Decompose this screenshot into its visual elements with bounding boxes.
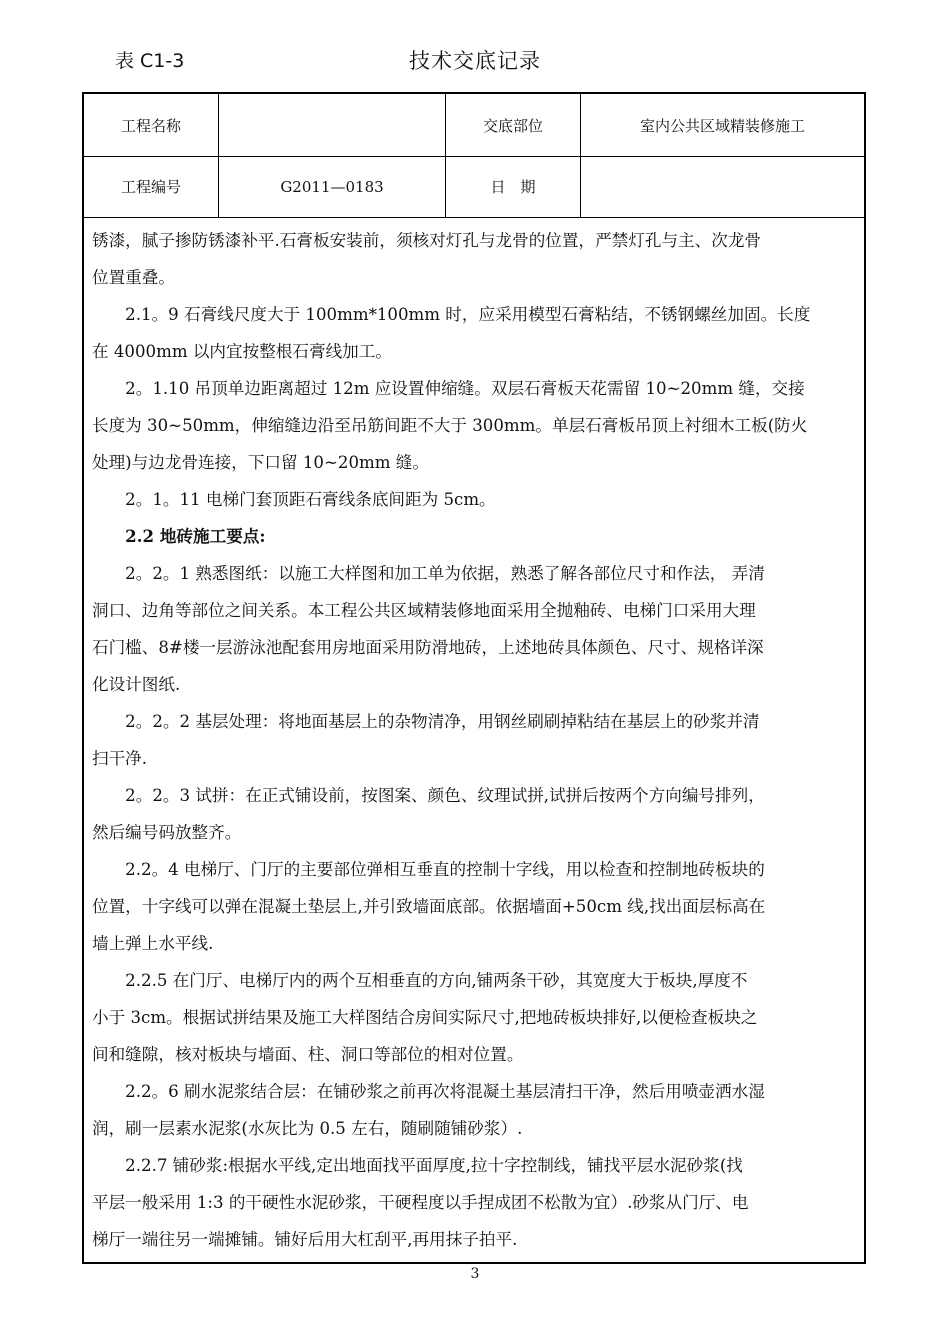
document-title: 技术交底记录 [409, 49, 541, 73]
body-line: 2.2。6 刷水泥浆结合层：在铺砂浆之前再次将混凝土基层清扫干净，然后用喷壶洒水湿 [92, 1082, 765, 1101]
date-label: 日 期 [446, 156, 581, 217]
location-value: 室内公共区域精装修施工 [639, 116, 805, 135]
info-row-number [84, 156, 864, 218]
document-body [92, 222, 858, 1258]
section-heading: 2.2 地砖施工要点: [92, 526, 266, 546]
project-name-label: 工程名称 [84, 94, 219, 156]
body-line: 2.1。9 石膏线尺度大于 100mm*100mm 时，应采用模型石膏粘结，不锈钢螺丝加固。长度 [92, 305, 811, 324]
body-line: 2。2。3 试拼：在正式铺设前，按图案、颜色、纹理试拼,试拼后按两个方向编号排列， [92, 786, 765, 805]
project-no-label: 工程编号 [84, 156, 219, 217]
body-line: 2。1.10 吊顶单边距离超过 12m 应设置伸缩缝。双层石膏板天花需留 10~20mm 缝，交接 [92, 379, 805, 398]
body-line: 润，刷一层素水泥浆(水灰比为 0.5 左右，随刷随铺砂浆）. [92, 1119, 523, 1138]
body-line: 2。2。1 熟悉图纸：以施工大样图和加工单为依据，熟悉了解各部位尺寸和作法， 弄清 [92, 564, 765, 583]
body-line: 位置重叠。 [92, 268, 175, 287]
body-line: 然后编号码放整齐。 [92, 823, 242, 842]
body-line: 在 4000mm 以内宜按整根石膏线加工。 [92, 342, 392, 361]
document-frame [82, 92, 866, 1264]
body-line: 2。1。11 电梯门套顶距石膏线条底间距为 5cm。 [92, 490, 496, 509]
body-line: 平层一般采用 1:3 的干硬性水泥砂浆，干硬程度以手捏成团不松散为宜）.砂浆从门厅、电 [92, 1193, 749, 1212]
body-line: 小于 3cm。根据试拼结果及施工大样图结合房间实际尺寸,把地砖板块排好,以便检查板块之 [92, 1008, 758, 1027]
body-line: 梯厅一端往另一端摊铺。铺好后用大杠刮平,再用抹子拍平. [92, 1230, 518, 1249]
body-line: 位置，十字线可以弹在混凝土垫层上,并引致墙面底部。依据墙面+50cm 线,找出面层标高在 [92, 897, 766, 916]
body-line: 锈漆，腻子掺防锈漆补平.石膏板安装前，须核对灯孔与龙骨的位置，严禁灯孔与主、次龙骨 [92, 231, 762, 250]
body-line: 洞口、边角等部位之间关系。本工程公共区域精装修地面采用全抛釉砖、电梯门口采用大理 [92, 601, 756, 620]
body-line: 2。2。2 基层处理：将地面基层上的杂物清净，用钢丝刷刷掉粘结在基层上的砂浆并清 [92, 712, 760, 731]
location-label: 交底部位 [446, 94, 581, 156]
body-line: 扫干净. [92, 749, 148, 768]
body-line: 2.2.7 铺砂浆:根据水平线,定出地面找平面厚度,拉十字控制线，铺找平层水泥砂浆(找 [92, 1156, 743, 1175]
date-value [581, 156, 864, 217]
body-line: 处理)与边龙骨连接，下口留 10~20mm 缝。 [92, 453, 429, 472]
project-name-value [219, 94, 446, 156]
body-line: 间和缝隙，核对板块与墙面、柱、洞口等部位的相对位置。 [92, 1045, 524, 1064]
form-code: 表 C1-3 [115, 50, 185, 72]
body-line: 2.2。4 电梯厅、门厅的主要部位弹相互垂直的控制十字线，用以检查和控制地砖板块的 [92, 860, 765, 879]
body-line: 墙上弹上水平线. [92, 934, 214, 953]
page-number: 3 [470, 1266, 480, 1282]
body-line: 化设计图纸. [92, 675, 181, 694]
info-row-project [84, 94, 864, 157]
project-no-value: G2011—0183 [219, 156, 446, 217]
body-line: 长度为 30~50mm，伸缩缝边沿至吊筋间距不大于 300mm。单层石膏板吊顶上衬细木工板(防火 [92, 416, 808, 435]
body-line: 2.2.5 在门厅、电梯厅内的两个互相垂直的方向,铺两条干砂，其宽度大于板块,厚度不 [92, 971, 748, 990]
body-line: 石门槛、8#楼一层游泳池配套用房地面采用防滑地砖，上述地砖具体颜色、尺寸、规格详深 [92, 638, 764, 657]
